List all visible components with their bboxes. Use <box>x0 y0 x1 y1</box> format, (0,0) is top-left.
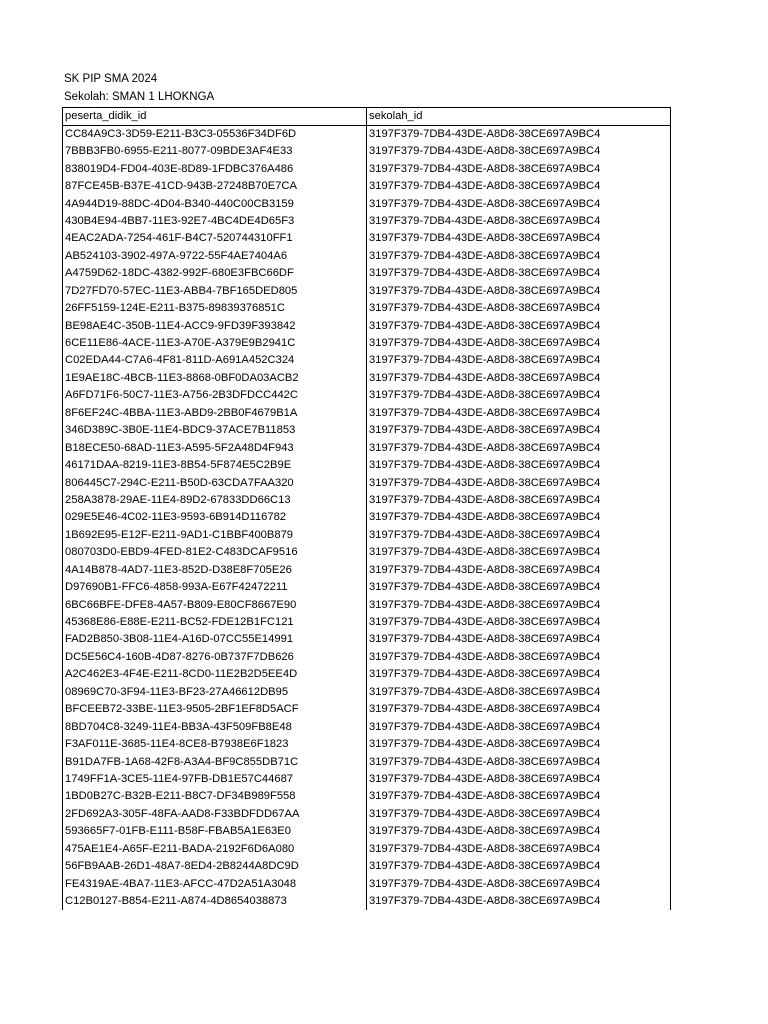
table-row <box>63 544 671 561</box>
cell-sekolah-id: 3197F379-7DB4-43DE-A8D8-38CE697A9BC4 <box>367 736 671 753</box>
table-row <box>63 178 671 195</box>
cell-peserta-didik-id: FE4319AE-4BA7-11E3-AFCC-47D2A51A3048 <box>63 875 367 892</box>
table-row <box>63 300 671 317</box>
cell-peserta-didik-id: F3AF011E-3685-11E4-8CE8-B7938E6F1823 <box>63 736 367 753</box>
cell-sekolah-id: 3197F379-7DB4-43DE-A8D8-38CE697A9BC4 <box>367 317 671 334</box>
cell-sekolah-id: 3197F379-7DB4-43DE-A8D8-38CE697A9BC4 <box>367 666 671 683</box>
table-row <box>63 527 671 544</box>
cell-peserta-didik-id: 1749FF1A-3CE5-11E4-97FB-DB1E57C44687 <box>63 771 367 788</box>
table-row <box>63 701 671 718</box>
table-row <box>63 806 671 823</box>
cell-sekolah-id: 3197F379-7DB4-43DE-A8D8-38CE697A9BC4 <box>367 300 671 317</box>
header-row <box>63 108 671 126</box>
table-row <box>63 387 671 404</box>
cell-peserta-didik-id: BFCEEB72-33BE-11E3-9505-2BF1EF8D5ACF <box>63 701 367 718</box>
cell-peserta-didik-id: A2C462E3-4F4E-E211-8CD0-11E2B2D5EE4D <box>63 666 367 683</box>
cell-peserta-didik-id: BE98AE4C-350B-11E4-ACC9-9FD39F393842 <box>63 317 367 334</box>
table-row <box>63 771 671 788</box>
cell-sekolah-id: 3197F379-7DB4-43DE-A8D8-38CE697A9BC4 <box>367 126 671 144</box>
table-row <box>63 788 671 805</box>
table-row <box>63 283 671 300</box>
table-row <box>63 649 671 666</box>
table-row <box>63 631 671 648</box>
table-row <box>63 213 671 230</box>
cell-peserta-didik-id: C12B0127-B854-E211-A874-4D8654038873 <box>63 893 367 910</box>
cell-sekolah-id: 3197F379-7DB4-43DE-A8D8-38CE697A9BC4 <box>367 283 671 300</box>
cell-peserta-didik-id: 6BC66BFE-DFE8-4A57-B809-E80CF8667E90 <box>63 596 367 613</box>
cell-peserta-didik-id: 4EAC2ADA-7254-461F-B4C7-520744310FF1 <box>63 230 367 247</box>
table-row <box>63 422 671 439</box>
cell-peserta-didik-id: 4A14B878-4AD7-11E3-852D-D38E8F705E26 <box>63 562 367 579</box>
cell-peserta-didik-id: B91DA7FB-1A68-42F8-A3A4-BF9C855DB71C <box>63 753 367 770</box>
table-row <box>63 841 671 858</box>
cell-peserta-didik-id: 1E9AE18C-4BCB-11E3-8868-0BF0DA03ACB2 <box>63 370 367 387</box>
table-row <box>63 335 671 352</box>
cell-sekolah-id: 3197F379-7DB4-43DE-A8D8-38CE697A9BC4 <box>367 213 671 230</box>
cell-peserta-didik-id: 4A944D19-88DC-4D04-B340-440C00CB3159 <box>63 195 367 212</box>
cell-sekolah-id: 3197F379-7DB4-43DE-A8D8-38CE697A9BC4 <box>367 439 671 456</box>
cell-sekolah-id: 3197F379-7DB4-43DE-A8D8-38CE697A9BC4 <box>367 841 671 858</box>
cell-peserta-didik-id: 258A3878-29AE-11E4-89D2-67833DD66C13 <box>63 492 367 509</box>
cell-sekolah-id: 3197F379-7DB4-43DE-A8D8-38CE697A9BC4 <box>367 457 671 474</box>
cell-sekolah-id: 3197F379-7DB4-43DE-A8D8-38CE697A9BC4 <box>367 248 671 265</box>
cell-sekolah-id: 3197F379-7DB4-43DE-A8D8-38CE697A9BC4 <box>367 596 671 613</box>
cell-peserta-didik-id: 346D389C-3B0E-11E4-BDC9-37ACE7B11853 <box>63 422 367 439</box>
cell-peserta-didik-id: 45368E86-E88E-E211-BC52-FDE12B1FC121 <box>63 614 367 631</box>
table-row <box>63 474 671 491</box>
cell-sekolah-id: 3197F379-7DB4-43DE-A8D8-38CE697A9BC4 <box>367 422 671 439</box>
table-row <box>63 684 671 701</box>
table-row <box>63 195 671 212</box>
table-row <box>63 439 671 456</box>
table-row <box>63 370 671 387</box>
cell-sekolah-id: 3197F379-7DB4-43DE-A8D8-38CE697A9BC4 <box>367 509 671 526</box>
table-row <box>63 596 671 613</box>
cell-sekolah-id: 3197F379-7DB4-43DE-A8D8-38CE697A9BC4 <box>367 718 671 735</box>
table-row <box>63 579 671 596</box>
cell-sekolah-id: 3197F379-7DB4-43DE-A8D8-38CE697A9BC4 <box>367 893 671 910</box>
cell-sekolah-id: 3197F379-7DB4-43DE-A8D8-38CE697A9BC4 <box>367 492 671 509</box>
table-row <box>63 718 671 735</box>
cell-peserta-didik-id: 475AE1E4-A65F-E211-BADA-2192F6D6A080 <box>63 841 367 858</box>
cell-peserta-didik-id: 430B4E94-4BB7-11E3-92E7-4BC4DE4D65F3 <box>63 213 367 230</box>
cell-sekolah-id: 3197F379-7DB4-43DE-A8D8-38CE697A9BC4 <box>367 230 671 247</box>
cell-peserta-didik-id: 46171DAA-8219-11E3-8B54-5F874E5C2B9E <box>63 457 367 474</box>
cell-sekolah-id: 3197F379-7DB4-43DE-A8D8-38CE697A9BC4 <box>367 579 671 596</box>
cell-peserta-didik-id: D97690B1-FFC6-4858-993A-E67F42472211 <box>63 579 367 596</box>
cell-peserta-didik-id: 2FD692A3-305F-48FA-AAD8-F33BDFDD67AA <box>63 806 367 823</box>
table-row <box>63 457 671 474</box>
cell-sekolah-id: 3197F379-7DB4-43DE-A8D8-38CE697A9BC4 <box>367 562 671 579</box>
cell-peserta-didik-id: 1B692E95-E12F-E211-9AD1-C1BBF400B879 <box>63 527 367 544</box>
cell-peserta-didik-id: C02EDA44-C7A6-4F81-811D-A691A452C324 <box>63 352 367 369</box>
cell-sekolah-id: 3197F379-7DB4-43DE-A8D8-38CE697A9BC4 <box>367 178 671 195</box>
table-row <box>63 160 671 177</box>
cell-sekolah-id: 3197F379-7DB4-43DE-A8D8-38CE697A9BC4 <box>367 614 671 631</box>
cell-sekolah-id: 3197F379-7DB4-43DE-A8D8-38CE697A9BC4 <box>367 405 671 422</box>
cell-peserta-didik-id: 87FCE45B-B37E-41CD-943B-27248B70E7CA <box>63 178 367 195</box>
table-row <box>63 753 671 770</box>
cell-peserta-didik-id: 7D27FD70-57EC-11E3-ABB4-7BF165DED805 <box>63 283 367 300</box>
cell-sekolah-id: 3197F379-7DB4-43DE-A8D8-38CE697A9BC4 <box>367 631 671 648</box>
table-row <box>63 875 671 892</box>
table-row <box>63 823 671 840</box>
cell-peserta-didik-id: CC84A9C3-3D59-E211-B3C3-05536F34DF6D <box>63 126 367 144</box>
table-row <box>63 126 671 144</box>
cell-peserta-didik-id: FAD2B850-3B08-11E4-A16D-07CC55E14991 <box>63 631 367 648</box>
column-header-peserta-didik-id: peserta_didik_id <box>63 108 367 126</box>
cell-peserta-didik-id: 56FB9AAB-26D1-48A7-8ED4-2B8244A8DC9D <box>63 858 367 875</box>
cell-peserta-didik-id: 8F6EF24C-4BBA-11E3-ABD9-2BB0F4679B1A <box>63 405 367 422</box>
document-title: SK PIP SMA 2024 <box>64 73 158 85</box>
student-table <box>62 107 671 910</box>
cell-sekolah-id: 3197F379-7DB4-43DE-A8D8-38CE697A9BC4 <box>367 858 671 875</box>
cell-peserta-didik-id: 26FF5159-124E-E211-B375-89839376851C <box>63 300 367 317</box>
table-row <box>63 317 671 334</box>
table-row <box>63 736 671 753</box>
cell-peserta-didik-id: 08969C70-3F94-11E3-BF23-27A46612DB95 <box>63 684 367 701</box>
table-row <box>63 893 671 910</box>
table-row <box>63 405 671 422</box>
table-row <box>63 666 671 683</box>
cell-sekolah-id: 3197F379-7DB4-43DE-A8D8-38CE697A9BC4 <box>367 806 671 823</box>
cell-peserta-didik-id: DC5E56C4-160B-4D87-8276-0B737F7DB626 <box>63 649 367 666</box>
table-row <box>63 265 671 282</box>
cell-peserta-didik-id: 8BD704C8-3249-11E4-BB3A-43F509FB8E48 <box>63 718 367 735</box>
table-row <box>63 858 671 875</box>
cell-sekolah-id: 3197F379-7DB4-43DE-A8D8-38CE697A9BC4 <box>367 143 671 160</box>
cell-sekolah-id: 3197F379-7DB4-43DE-A8D8-38CE697A9BC4 <box>367 527 671 544</box>
table-row <box>63 248 671 265</box>
table-row <box>63 562 671 579</box>
cell-sekolah-id: 3197F379-7DB4-43DE-A8D8-38CE697A9BC4 <box>367 160 671 177</box>
cell-peserta-didik-id: 593665F7-01FB-E111-B58F-FBAB5A1E63E0 <box>63 823 367 840</box>
cell-peserta-didik-id: 1BD0B27C-B32B-E211-B8C7-DF34B989F558 <box>63 788 367 805</box>
cell-peserta-didik-id: 838019D4-FD04-403E-8D89-1FDBC376A486 <box>63 160 367 177</box>
cell-peserta-didik-id: 6CE11E86-4ACE-11E3-A70E-A379E9B2941C <box>63 335 367 352</box>
cell-sekolah-id: 3197F379-7DB4-43DE-A8D8-38CE697A9BC4 <box>367 352 671 369</box>
cell-sekolah-id: 3197F379-7DB4-43DE-A8D8-38CE697A9BC4 <box>367 649 671 666</box>
table-row <box>63 230 671 247</box>
table-row <box>63 143 671 160</box>
cell-peserta-didik-id: 029E5E46-4C02-11E3-9593-6B914D116782 <box>63 509 367 526</box>
cell-sekolah-id: 3197F379-7DB4-43DE-A8D8-38CE697A9BC4 <box>367 788 671 805</box>
table-row <box>63 352 671 369</box>
cell-sekolah-id: 3197F379-7DB4-43DE-A8D8-38CE697A9BC4 <box>367 753 671 770</box>
cell-peserta-didik-id: 080703D0-EBD9-4FED-81E2-C483DCAF9516 <box>63 544 367 561</box>
cell-sekolah-id: 3197F379-7DB4-43DE-A8D8-38CE697A9BC4 <box>367 265 671 282</box>
cell-sekolah-id: 3197F379-7DB4-43DE-A8D8-38CE697A9BC4 <box>367 875 671 892</box>
cell-peserta-didik-id: A4759D62-18DC-4382-992F-680E3FBC66DF <box>63 265 367 282</box>
cell-peserta-didik-id: AB524103-3902-497A-9722-55F4AE7404A6 <box>63 248 367 265</box>
cell-sekolah-id: 3197F379-7DB4-43DE-A8D8-38CE697A9BC4 <box>367 387 671 404</box>
cell-sekolah-id: 3197F379-7DB4-43DE-A8D8-38CE697A9BC4 <box>367 544 671 561</box>
cell-sekolah-id: 3197F379-7DB4-43DE-A8D8-38CE697A9BC4 <box>367 370 671 387</box>
table-row <box>63 614 671 631</box>
cell-sekolah-id: 3197F379-7DB4-43DE-A8D8-38CE697A9BC4 <box>367 195 671 212</box>
table-row <box>63 509 671 526</box>
cell-peserta-didik-id: A6FD71F6-50C7-11E3-A756-2B3DFDCC442C <box>63 387 367 404</box>
cell-peserta-didik-id: 806445C7-294C-E211-B50D-63CDA7FAA320 <box>63 474 367 491</box>
table-header <box>63 108 671 126</box>
cell-sekolah-id: 3197F379-7DB4-43DE-A8D8-38CE697A9BC4 <box>367 823 671 840</box>
cell-sekolah-id: 3197F379-7DB4-43DE-A8D8-38CE697A9BC4 <box>367 701 671 718</box>
cell-sekolah-id: 3197F379-7DB4-43DE-A8D8-38CE697A9BC4 <box>367 684 671 701</box>
table-row <box>63 492 671 509</box>
cell-sekolah-id: 3197F379-7DB4-43DE-A8D8-38CE697A9BC4 <box>367 335 671 352</box>
table-body <box>63 126 671 911</box>
cell-peserta-didik-id: B18ECE50-68AD-11E3-A595-5F2A48D4F943 <box>63 439 367 456</box>
column-header-sekolah-id: sekolah_id <box>367 108 671 126</box>
cell-sekolah-id: 3197F379-7DB4-43DE-A8D8-38CE697A9BC4 <box>367 771 671 788</box>
cell-sekolah-id: 3197F379-7DB4-43DE-A8D8-38CE697A9BC4 <box>367 474 671 491</box>
cell-peserta-didik-id: 7BBB3FB0-6955-E211-8077-09BDE3AF4E33 <box>63 143 367 160</box>
school-name-line: Sekolah: SMAN 1 LHOKNGA <box>64 91 215 103</box>
